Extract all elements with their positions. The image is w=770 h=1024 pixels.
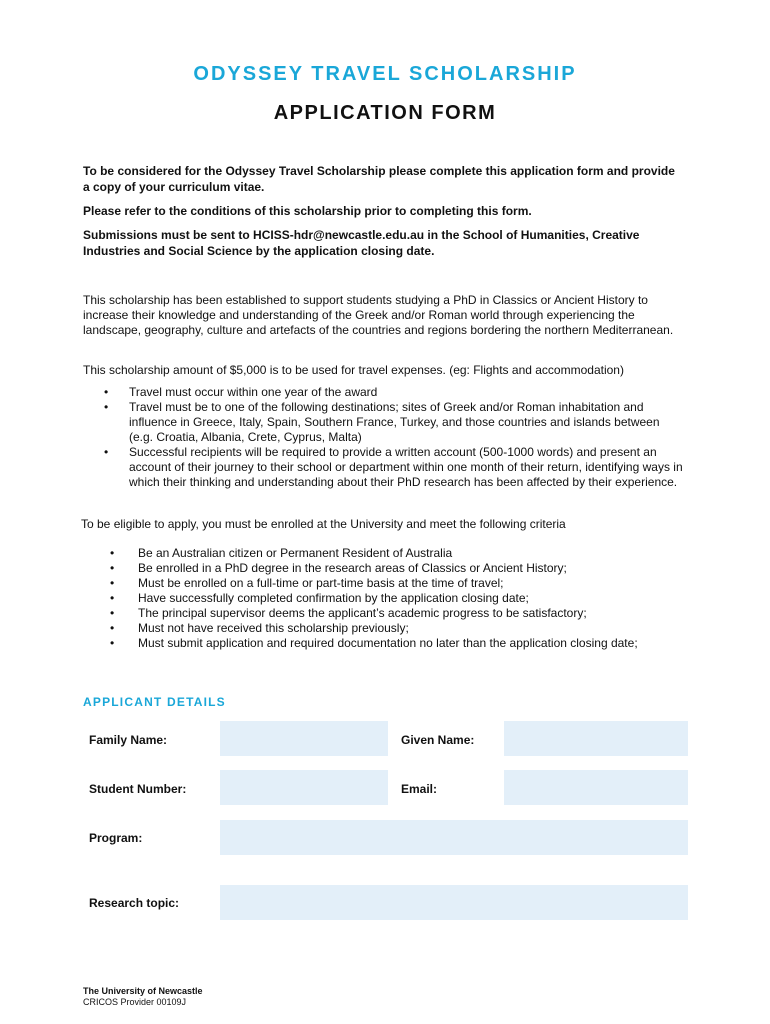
- list-item: [104, 400, 684, 445]
- given-name-field[interactable]: [504, 721, 688, 756]
- bullet-icon: •: [104, 400, 109, 414]
- list-item-text: Have successfully completed confirmation by the application closing date;: [138, 591, 529, 605]
- bullet-icon: •: [110, 561, 115, 575]
- form-subtitle: APPLICATION FORM: [273, 102, 497, 124]
- bullet-icon: •: [110, 621, 115, 635]
- research-topic-label: Research topic:: [89, 896, 180, 910]
- email-label: Email:: [401, 782, 438, 796]
- list-item-text: Must be enrolled on a full-time or part-time basis at the time of travel;: [138, 576, 504, 590]
- scholarship-amount: This scholarship amount of $5,000 is to be used for travel expenses. (eg: Flights and accommodation): [83, 363, 624, 377]
- list-item: [110, 591, 650, 606]
- list-item-text: Must submit application and required documentation no later than the application closing date;: [138, 636, 638, 650]
- list-item-text: Travel must be to one of the following destinations; sites of Greek and/or Roman inhabitation and influence in Greece, Italy, Spain, Southern France, Turkey, and those countries and islands between (e.g. Croatia, Albania, Crete, Cyprus, Malta): [129, 400, 660, 444]
- student-number-label: Student Number:: [89, 782, 187, 796]
- program-label: Program:: [89, 831, 143, 845]
- list-item-text: The principal supervisor deems the applicant’s academic progress to be satisfactory;: [138, 606, 587, 620]
- list-item: [104, 385, 684, 400]
- list-item-text: Be enrolled in a PhD degree in the research areas of Classics or Ancient History;: [138, 561, 567, 575]
- email-field[interactable]: [504, 770, 688, 805]
- bullet-icon: •: [110, 636, 115, 650]
- list-item: [104, 445, 684, 490]
- list-item-text: Travel must occur within one year of the award: [129, 385, 378, 399]
- list-item-text: Be an Australian citizen or Permanent Resident of Australia: [138, 546, 453, 560]
- bullet-icon: •: [104, 385, 109, 399]
- bullet-icon: •: [110, 546, 115, 560]
- applicant-details-heading: APPLICANT DETAILS: [83, 695, 226, 709]
- form-title: ODYSSEY TRAVEL SCHOLARSHIP: [193, 63, 577, 85]
- eligibility-criteria-list: [110, 546, 650, 651]
- intro-submission: Submissions must be sent to HCISS-hdr@newcastle.edu.au in the School of Humanities, Creative Industries and Social Science by the application closing date.: [83, 228, 640, 258]
- list-item: [110, 561, 650, 576]
- program-field[interactable]: [220, 820, 688, 855]
- eligibility-intro: To be eligible to apply, you must be enrolled at the University and meet the following criteria: [81, 517, 566, 531]
- list-item: [110, 546, 650, 561]
- list-item: [110, 636, 650, 651]
- list-item: [110, 576, 650, 591]
- family-name-field[interactable]: [220, 721, 388, 756]
- list-item: [110, 621, 650, 636]
- footer-university: The University of Newcastle: [83, 986, 203, 996]
- bullet-icon: •: [104, 445, 109, 459]
- scholarship-description: This scholarship has been established to support students studying a PhD in Classics or Ancient History to increase their knowledge and understanding of the Greek and/or Roman world through experiencing the landscape, geography, culture and artefacts of the countries and regions bordering the northern Mediterranean.: [83, 293, 674, 337]
- bullet-icon: •: [110, 591, 115, 605]
- intro-instructions: To be considered for the Odyssey Travel Scholarship please complete this application form and provide a copy of your curriculum vitae.: [83, 164, 675, 194]
- student-number-field[interactable]: [220, 770, 388, 805]
- list-item-text: Must not have received this scholarship previously;: [138, 621, 409, 635]
- travel-conditions-list: [104, 385, 684, 490]
- bullet-icon: •: [110, 576, 115, 590]
- intro-conditions: Please refer to the conditions of this scholarship prior to completing this form.: [83, 204, 532, 218]
- family-name-label: Family Name:: [89, 733, 168, 747]
- footer-cricos: CRICOS Provider 00109J: [83, 997, 187, 1007]
- list-item-text: Successful recipients will be required to provide a written account (500-1000 words) and present an account of their journey to their school or department within one month of their return, identifying ways in which their thinking and understanding about their PhD research has been affected by their experience.: [129, 445, 683, 489]
- research-topic-field[interactable]: [220, 885, 688, 920]
- bullet-icon: •: [110, 606, 115, 620]
- given-name-label: Given Name:: [401, 733, 475, 747]
- list-item: [110, 606, 650, 621]
